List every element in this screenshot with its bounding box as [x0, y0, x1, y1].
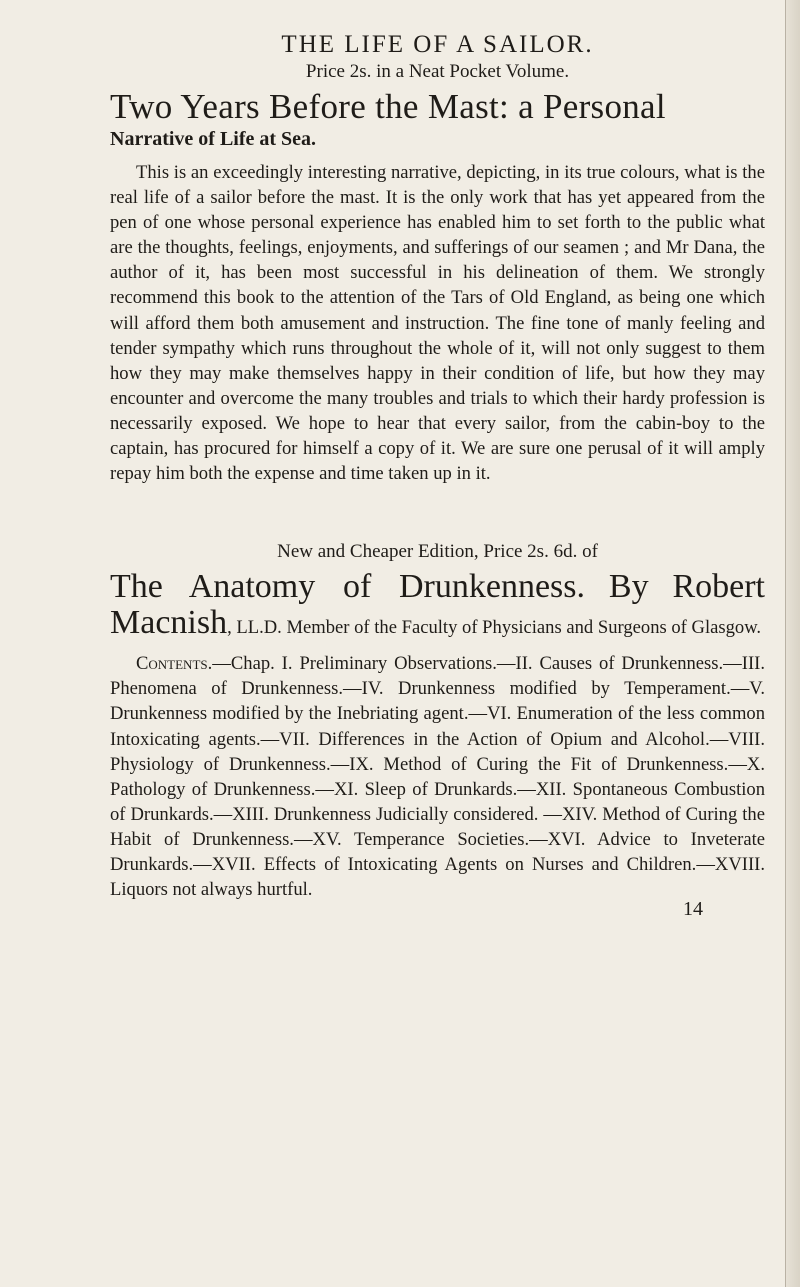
book2-heading — [110, 569, 765, 641]
edition-line: New and Cheaper Edition, Price 2s. 6d. of — [277, 541, 598, 563]
book2-author: Robert Macnish — [110, 568, 765, 642]
book1-subtitle: Narrative of Life at Sea. — [110, 128, 317, 150]
book2-credentials: , LL.D. Member of the Faculty of Physicians and Surgeons of Glasgow. — [227, 617, 762, 639]
running-head: THE LIFE OF A SAILOR. — [281, 31, 594, 58]
contents-paragraph — [110, 651, 765, 902]
price-line: Price 2s. in a Neat Pocket Volume. — [305, 61, 570, 82]
book2-by: By — [608, 568, 649, 606]
book1-description: This is an exceedingly interesting narrative, depicting, in its true colours, what is the real life of a sailor before the mast. It is the only work that has yet appeared from the pen of one whose personal experience has enabled him to set forth to the public what are the thoughts, feelings, enjoyments, and sufferings of our seamen ; and Mr Dana, the author of it, has been most successful in his delineation of them. We strongly recommend this book to the attention of the Tars of Old England, as being one which will afford them both amusement and instruction. The fine tone of manly feeling and tender sympathy which runs throughout the whole of it, will not only suggest to them how they may make themselves happy in their condition of life, but how they may encounter and overcome the many troubles and trials to which their hardy profession is necessarily exposed. We hope to hear that every sailor, from the cabin-boy to the captain, has procured for himself a copy of it. We are sure one perusal of it will amply repay him both the expense and time taken up in it. — [110, 162, 765, 485]
book2-title: The Anatomy of Drunkenness. — [110, 568, 586, 606]
contents-label: Contents. — [136, 653, 213, 675]
page-number: 14 — [683, 898, 703, 921]
page-column — [110, 30, 765, 920]
contents-text: —Chap. I. Preliminary Observations.—II. Causes of Drunkenness.—III. Phenomena of Drunkenness.—IV. Drunkenness modified by Temperament.—V. Drunkenness modified by the Inebriating agent.—VI. Enumeration of the less common Intoxicating agents.—VII. Differences in the Action of Opium and Alcohol.—VIII. Physiology of Drunkenness.—IX. Method of Curing the Fit of Drunkenness.—X. Pathology of Drunkenness.—XI. Sleep of Drunkards.—XII. Spontaneous Combustion of Drunkards.—XIII. Drunkenness Judicially considered. —XIV. Method of Curing the Habit of Drunkenness.—XV. Temperance Societies.—XVI. Advice to Inveterate Drunkards.—XVII. Effects of Intoxicating Agents on Nurses and Children.—XVIII. Liquors not always hurtful. — [110, 653, 765, 901]
book1-title: Two Years Before the Mast: a Personal — [110, 87, 666, 126]
page-edge — [785, 0, 800, 1287]
